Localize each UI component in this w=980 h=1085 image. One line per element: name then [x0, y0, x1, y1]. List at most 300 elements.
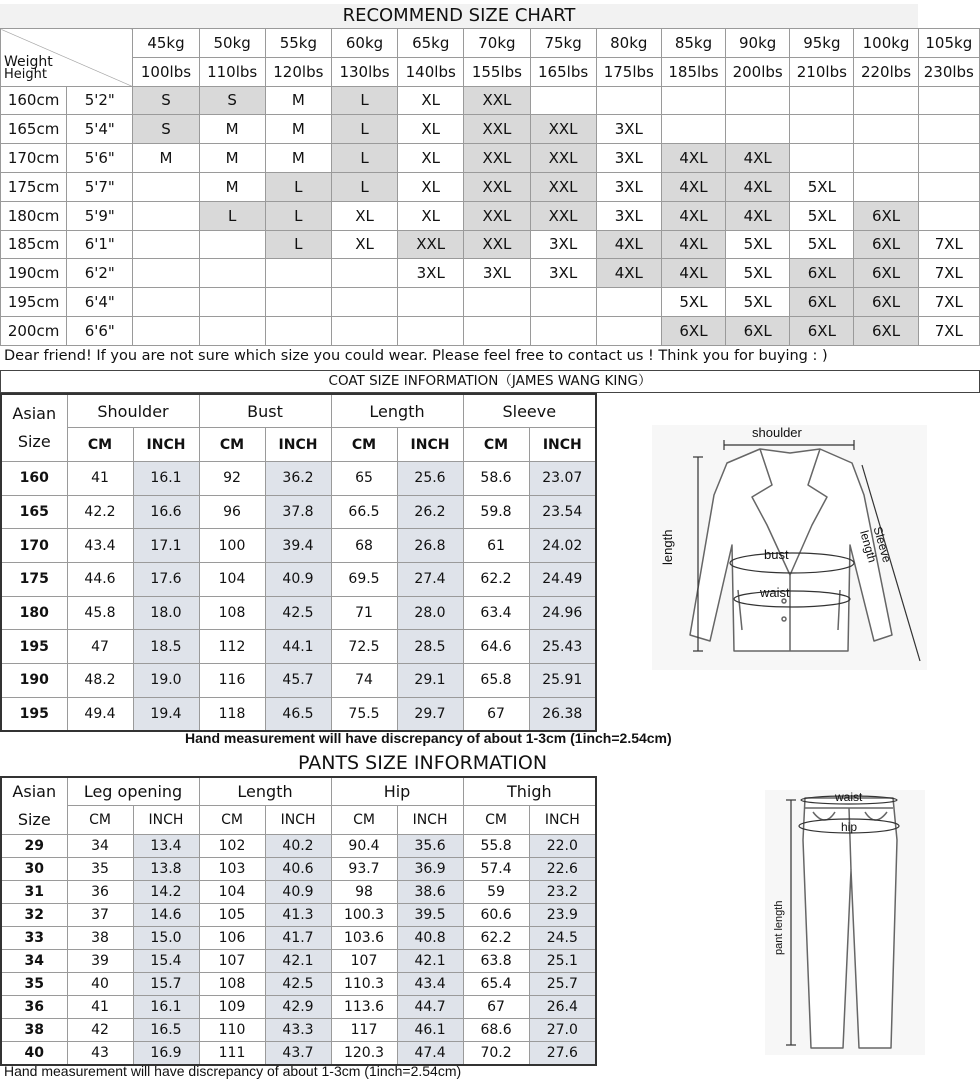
coat-unit-cm: CM	[67, 428, 133, 462]
pants-measure-cell: 103	[199, 858, 265, 881]
size-cell: XXL	[530, 201, 596, 230]
coat-measure-cell: 25.6	[397, 461, 463, 495]
size-cell: XL	[398, 144, 464, 173]
pants-measure-cell: 111	[199, 1042, 265, 1065]
size-cell	[726, 115, 790, 144]
pants-size-label: 32	[1, 904, 67, 927]
pants-measure-cell: 65.4	[463, 973, 529, 996]
pants-measure-cell: 90.4	[331, 835, 397, 858]
size-cell: S	[133, 115, 199, 144]
height-ft: 5'6"	[67, 144, 133, 173]
pants-size-title: PANTS SIZE INFORMATION	[298, 752, 548, 774]
coat-measure-cell: 58.6	[463, 461, 529, 495]
pants-measure-cell: 42	[67, 1019, 133, 1042]
size-cell	[661, 86, 725, 115]
coat-measure-cell: 17.6	[133, 562, 199, 596]
weight-kg-header: 55kg	[265, 29, 331, 58]
pants-measure-cell: 110.3	[331, 973, 397, 996]
pants-size-row	[1, 927, 596, 950]
coat-measure-cell: 25.91	[529, 664, 596, 698]
size-cell	[854, 172, 918, 201]
size-cell: XL	[331, 201, 397, 230]
coat-measure-cell: 36.2	[265, 461, 331, 495]
pants-measure-cell: 104	[199, 881, 265, 904]
coat-measure-cell: 28.0	[397, 596, 463, 630]
pants-waist-label: waist	[835, 790, 863, 804]
coat-measure-cell: 43.4	[67, 529, 133, 563]
pants-diagram	[765, 790, 925, 1055]
size-cell: 3XL	[596, 115, 661, 144]
coat-measure-cell: 64.6	[463, 630, 529, 664]
size-cell: XXL	[464, 201, 530, 230]
size-cell: S	[133, 86, 199, 115]
pants-size-row	[1, 950, 596, 973]
height-cm: 165cm	[1, 115, 67, 144]
size-cell: L	[199, 201, 265, 230]
weight-lbs-header: 220lbs	[854, 57, 918, 86]
size-cell	[199, 230, 265, 259]
size-cell: XL	[398, 172, 464, 201]
size-cell: 6XL	[854, 288, 918, 317]
coat-measure-cell: 116	[199, 664, 265, 698]
pants-measure-cell: 36	[67, 881, 133, 904]
pants-unit-cm: CM	[463, 806, 529, 835]
coat-measure-cell: 72.5	[331, 630, 397, 664]
coat-measure-cell: 24.02	[529, 529, 596, 563]
coat-measure-cell: 46.5	[265, 697, 331, 731]
pants-measure-cell: 42.1	[265, 950, 331, 973]
coat-measure-cell: 24.96	[529, 596, 596, 630]
hand-measurement-note-coat: Hand measurement will have discrepancy of about 1-3cm (1inch=2.54cm)	[185, 730, 672, 746]
hand-measurement-note-pants: Hand measurement will have discrepancy of about 1-3cm (1inch=2.54cm)	[4, 1063, 462, 1079]
pants-group-header: Thigh	[463, 777, 596, 806]
coat-group-header: Bust	[199, 394, 331, 428]
pants-measure-cell: 60.6	[463, 904, 529, 927]
size-cell	[530, 288, 596, 317]
height-cm: 190cm	[1, 259, 67, 288]
length-label: length	[660, 529, 675, 565]
size-cell: 3XL	[398, 259, 464, 288]
height-cm: 170cm	[1, 144, 67, 173]
size-cell: L	[331, 144, 397, 173]
size-cell: XXL	[530, 115, 596, 144]
weight-kg-header: 105kg	[918, 29, 979, 58]
pants-measure-cell: 16.5	[133, 1019, 199, 1042]
size-cell: 4XL	[661, 201, 725, 230]
coat-measure-cell: 27.4	[397, 562, 463, 596]
pants-measure-cell: 15.7	[133, 973, 199, 996]
pants-measure-cell: 44.7	[397, 996, 463, 1019]
coat-size-row	[1, 529, 596, 563]
sleeve-length-label: Sleeve length	[857, 525, 895, 565]
weight-kg-header: 95kg	[790, 29, 854, 58]
coat-unit-cm: CM	[463, 428, 529, 462]
size-cell: 7XL	[918, 288, 979, 317]
size-cell	[918, 115, 979, 144]
pants-measure-cell: 40.2	[265, 835, 331, 858]
size-cell: 4XL	[661, 172, 725, 201]
height-cm: 195cm	[1, 288, 67, 317]
pants-measure-cell: 43.3	[265, 1019, 331, 1042]
pants-size-row	[1, 904, 596, 927]
size-cell	[854, 144, 918, 173]
coat-measure-cell: 100	[199, 529, 265, 563]
size-cell: L	[265, 172, 331, 201]
size-cell: 5XL	[726, 259, 790, 288]
size-cell: 6XL	[854, 259, 918, 288]
weight-lbs-header: 155lbs	[464, 57, 530, 86]
recommend-size-chart-title: RECOMMEND SIZE CHART	[0, 4, 918, 28]
pants-unit-inch: INCH	[133, 806, 199, 835]
pant-length-label: pant length	[773, 900, 785, 955]
size-cell	[854, 115, 918, 144]
pants-measure-cell: 38.6	[397, 881, 463, 904]
size-cell: M	[265, 144, 331, 173]
size-cell	[331, 259, 397, 288]
size-cell: 7XL	[918, 230, 979, 259]
size-cell: L	[331, 172, 397, 201]
size-cell	[726, 86, 790, 115]
pants-unit-inch: INCH	[265, 806, 331, 835]
coat-measure-cell: 37.8	[265, 495, 331, 529]
coat-measure-cell: 65	[331, 461, 397, 495]
size-cell: 3XL	[530, 259, 596, 288]
weight-kg-header: 65kg	[398, 29, 464, 58]
size-cell: 6XL	[790, 316, 854, 345]
pants-size-row	[1, 1042, 596, 1065]
size-cell: 3XL	[530, 230, 596, 259]
size-cell	[596, 86, 661, 115]
size-cell: M	[199, 172, 265, 201]
coat-measure-cell: 45.7	[265, 664, 331, 698]
pants-unit-cm: CM	[331, 806, 397, 835]
coat-measure-cell: 23.54	[529, 495, 596, 529]
pants-measure-cell: 42.5	[265, 973, 331, 996]
coat-unit-cm: CM	[331, 428, 397, 462]
weight-lbs-header: 210lbs	[790, 57, 854, 86]
height-ft: 6'6"	[67, 316, 133, 345]
coat-unit-inch: INCH	[265, 428, 331, 462]
coat-group-header: Shoulder	[67, 394, 199, 428]
pants-size-label: 35	[1, 973, 67, 996]
pants-asian-size-header: Asian Size	[1, 777, 67, 835]
coat-measure-cell: 68	[331, 529, 397, 563]
size-cell: 3XL	[596, 201, 661, 230]
coat-size-table	[0, 393, 597, 732]
pants-measure-cell: 47.4	[397, 1042, 463, 1065]
coat-measure-cell: 45.8	[67, 596, 133, 630]
weight-kg-header: 70kg	[464, 29, 530, 58]
coat-measure-cell: 69.5	[331, 562, 397, 596]
pants-measure-cell: 25.1	[529, 950, 596, 973]
height-cm: 185cm	[1, 230, 67, 259]
pants-size-row	[1, 973, 596, 996]
pants-size-row	[1, 1019, 596, 1042]
pants-measure-cell: 67	[463, 996, 529, 1019]
size-cell: XL	[398, 201, 464, 230]
pants-measure-cell: 59	[463, 881, 529, 904]
size-cell: 6XL	[854, 230, 918, 259]
size-cell: 7XL	[918, 259, 979, 288]
pants-measure-cell: 16.1	[133, 996, 199, 1019]
size-cell: S	[199, 86, 265, 115]
pants-measure-cell: 62.2	[463, 927, 529, 950]
coat-size-label: 195	[1, 630, 67, 664]
pants-measure-cell: 107	[199, 950, 265, 973]
size-cell: 4XL	[726, 172, 790, 201]
coat-unit-inch: INCH	[529, 428, 596, 462]
coat-measure-cell: 19.0	[133, 664, 199, 698]
size-cell: M	[265, 115, 331, 144]
size-cell	[398, 288, 464, 317]
pants-unit-cm: CM	[199, 806, 265, 835]
coat-measure-cell: 108	[199, 596, 265, 630]
weight-lbs-header: 140lbs	[398, 57, 464, 86]
pants-measure-cell: 35.6	[397, 835, 463, 858]
size-cell: M	[265, 86, 331, 115]
height-row	[1, 201, 980, 230]
pants-measure-cell: 13.4	[133, 835, 199, 858]
coat-size-label: 190	[1, 664, 67, 698]
coat-measure-cell: 23.07	[529, 461, 596, 495]
pants-size-label: 34	[1, 950, 67, 973]
size-cell	[199, 316, 265, 345]
height-ft: 5'7"	[67, 172, 133, 201]
height-row	[1, 172, 980, 201]
size-cell	[199, 288, 265, 317]
size-cell	[530, 316, 596, 345]
coat-measure-cell: 24.49	[529, 562, 596, 596]
pants-measure-cell: 63.8	[463, 950, 529, 973]
pants-measure-cell: 27.6	[529, 1042, 596, 1065]
coat-size-row	[1, 697, 596, 731]
size-cell: XL	[398, 86, 464, 115]
size-cell: XL	[398, 115, 464, 144]
coat-size-row	[1, 562, 596, 596]
pants-measure-cell: 57.4	[463, 858, 529, 881]
pants-measure-cell: 117	[331, 1019, 397, 1042]
height-ft: 5'4"	[67, 115, 133, 144]
coat-size-label: 180	[1, 596, 67, 630]
height-cm: 200cm	[1, 316, 67, 345]
coat-size-label: 170	[1, 529, 67, 563]
coat-diagram	[652, 425, 927, 670]
pants-measure-cell: 39.5	[397, 904, 463, 927]
coat-measure-cell: 65.8	[463, 664, 529, 698]
size-cell	[331, 288, 397, 317]
height-row	[1, 288, 980, 317]
size-cell: 4XL	[726, 144, 790, 173]
pants-measure-cell: 68.6	[463, 1019, 529, 1042]
coat-size-title: COAT SIZE INFORMATION（JAMES WANG KING）	[0, 370, 980, 393]
size-cell	[918, 172, 979, 201]
pants-group-header: Length	[199, 777, 331, 806]
size-cell	[265, 288, 331, 317]
size-cell	[265, 316, 331, 345]
height-row	[1, 259, 980, 288]
pants-measure-cell: 25.7	[529, 973, 596, 996]
pants-measure-cell: 113.6	[331, 996, 397, 1019]
coat-measure-cell: 42.2	[67, 495, 133, 529]
size-cell	[464, 288, 530, 317]
size-cell	[918, 144, 979, 173]
coat-measure-cell: 39.4	[265, 529, 331, 563]
pants-size-label: 36	[1, 996, 67, 1019]
coat-measure-cell: 18.0	[133, 596, 199, 630]
coat-group-header: Length	[331, 394, 463, 428]
coat-measure-cell: 44.1	[265, 630, 331, 664]
pants-measure-cell: 14.2	[133, 881, 199, 904]
size-cell: 5XL	[790, 201, 854, 230]
size-cell	[596, 316, 661, 345]
size-cell: 5XL	[726, 230, 790, 259]
pants-group-header: Hip	[331, 777, 463, 806]
coat-measure-cell: 48.2	[67, 664, 133, 698]
coat-measure-cell: 18.5	[133, 630, 199, 664]
size-cell: XXL	[464, 144, 530, 173]
size-cell	[661, 115, 725, 144]
pants-measure-cell: 16.9	[133, 1042, 199, 1065]
pants-measure-cell: 40.9	[265, 881, 331, 904]
size-cell: 6XL	[854, 316, 918, 345]
coat-measure-cell: 28.5	[397, 630, 463, 664]
coat-unit-cm: CM	[199, 428, 265, 462]
weight-kg-header: 90kg	[726, 29, 790, 58]
weight-lbs-header: 100lbs	[133, 57, 199, 86]
weight-lbs-header: 175lbs	[596, 57, 661, 86]
coat-measure-cell: 25.43	[529, 630, 596, 664]
shoulder-label: shoulder	[752, 425, 802, 440]
coat-measure-cell: 44.6	[67, 562, 133, 596]
coat-measure-cell: 66.5	[331, 495, 397, 529]
size-cell: 4XL	[726, 201, 790, 230]
size-cell	[790, 115, 854, 144]
height-ft: 6'2"	[67, 259, 133, 288]
size-cell: XXL	[530, 172, 596, 201]
height-corner-label: Height	[4, 67, 47, 82]
size-cell: 4XL	[661, 230, 725, 259]
size-cell: XXL	[398, 230, 464, 259]
pants-size-label: 31	[1, 881, 67, 904]
size-cell: M	[199, 115, 265, 144]
coat-group-header: Sleeve	[463, 394, 596, 428]
pants-measure-cell: 108	[199, 973, 265, 996]
coat-measure-cell: 40.9	[265, 562, 331, 596]
pants-measure-cell: 23.2	[529, 881, 596, 904]
size-cell	[133, 316, 199, 345]
weight-height-corner	[1, 29, 133, 87]
coat-unit-inch: INCH	[133, 428, 199, 462]
pants-measure-cell: 14.6	[133, 904, 199, 927]
coat-measure-cell: 16.1	[133, 461, 199, 495]
size-cell: 7XL	[918, 316, 979, 345]
pants-measure-cell: 43	[67, 1042, 133, 1065]
weight-lbs-header: 200lbs	[726, 57, 790, 86]
size-cell: XXL	[464, 115, 530, 144]
pants-measure-cell: 41	[67, 996, 133, 1019]
contact-note: Dear friend! If you are not sure which size you could wear. Please feel free to contact us ! Think you for buying : )	[4, 348, 828, 364]
pants-measure-cell: 107	[331, 950, 397, 973]
weight-kg-header: 45kg	[133, 29, 199, 58]
size-cell: XXL	[464, 230, 530, 259]
coat-size-label: 175	[1, 562, 67, 596]
size-cell	[133, 259, 199, 288]
waist-label: waist	[760, 585, 790, 600]
size-cell	[530, 86, 596, 115]
pants-measure-cell: 23.9	[529, 904, 596, 927]
coat-measure-cell: 26.38	[529, 697, 596, 731]
pants-measure-cell: 24.5	[529, 927, 596, 950]
pants-measure-cell: 98	[331, 881, 397, 904]
height-row	[1, 86, 980, 115]
height-row	[1, 230, 980, 259]
pants-measure-cell: 15.4	[133, 950, 199, 973]
size-cell: XXL	[464, 86, 530, 115]
size-cell: M	[133, 144, 199, 173]
size-cell: 6XL	[790, 259, 854, 288]
coat-measure-cell: 59.8	[463, 495, 529, 529]
pants-measure-cell: 103.6	[331, 927, 397, 950]
pants-group-header: Leg opening	[67, 777, 199, 806]
bust-label: bust	[764, 547, 789, 562]
pants-size-row	[1, 858, 596, 881]
pants-size-label: 38	[1, 1019, 67, 1042]
pants-measure-cell: 39	[67, 950, 133, 973]
coat-group-header-row	[1, 394, 596, 428]
size-cell	[133, 172, 199, 201]
weight-corner-label: Weight	[4, 54, 53, 70]
size-cell	[790, 86, 854, 115]
weight-lbs-header: 165lbs	[530, 57, 596, 86]
size-cell: 4XL	[661, 259, 725, 288]
size-cell	[790, 144, 854, 173]
coat-size-row	[1, 664, 596, 698]
height-cm: 175cm	[1, 172, 67, 201]
size-cell: 3XL	[596, 172, 661, 201]
coat-size-row	[1, 630, 596, 664]
coat-size-row	[1, 495, 596, 529]
pants-measure-cell: 15.0	[133, 927, 199, 950]
pants-measure-cell: 42.9	[265, 996, 331, 1019]
coat-unit-header-row	[1, 428, 596, 462]
coat-measure-cell: 118	[199, 697, 265, 731]
size-cell: L	[265, 201, 331, 230]
pants-measure-cell: 27.0	[529, 1019, 596, 1042]
coat-measure-cell: 41	[67, 461, 133, 495]
size-cell: 6XL	[790, 288, 854, 317]
height-cm: 160cm	[1, 86, 67, 115]
size-cell: 6XL	[726, 316, 790, 345]
coat-measure-cell: 47	[67, 630, 133, 664]
pants-measure-cell: 120.3	[331, 1042, 397, 1065]
size-cell	[464, 316, 530, 345]
weight-lbs-header: 230lbs	[918, 57, 979, 86]
weight-lbs-header: 120lbs	[265, 57, 331, 86]
coat-measure-cell: 49.4	[67, 697, 133, 731]
coat-measure-cell: 29.7	[397, 697, 463, 731]
pants-size-table	[0, 776, 597, 1066]
height-cm: 180cm	[1, 201, 67, 230]
size-cell: 3XL	[596, 144, 661, 173]
pants-measure-cell: 22.6	[529, 858, 596, 881]
coat-measure-cell: 17.1	[133, 529, 199, 563]
pants-size-label: 30	[1, 858, 67, 881]
size-cell	[398, 316, 464, 345]
pants-group-header-row	[1, 777, 596, 806]
coat-asian-size-header: Asian Size	[1, 394, 67, 461]
pants-measure-cell: 40.8	[397, 927, 463, 950]
size-cell: 4XL	[596, 259, 661, 288]
